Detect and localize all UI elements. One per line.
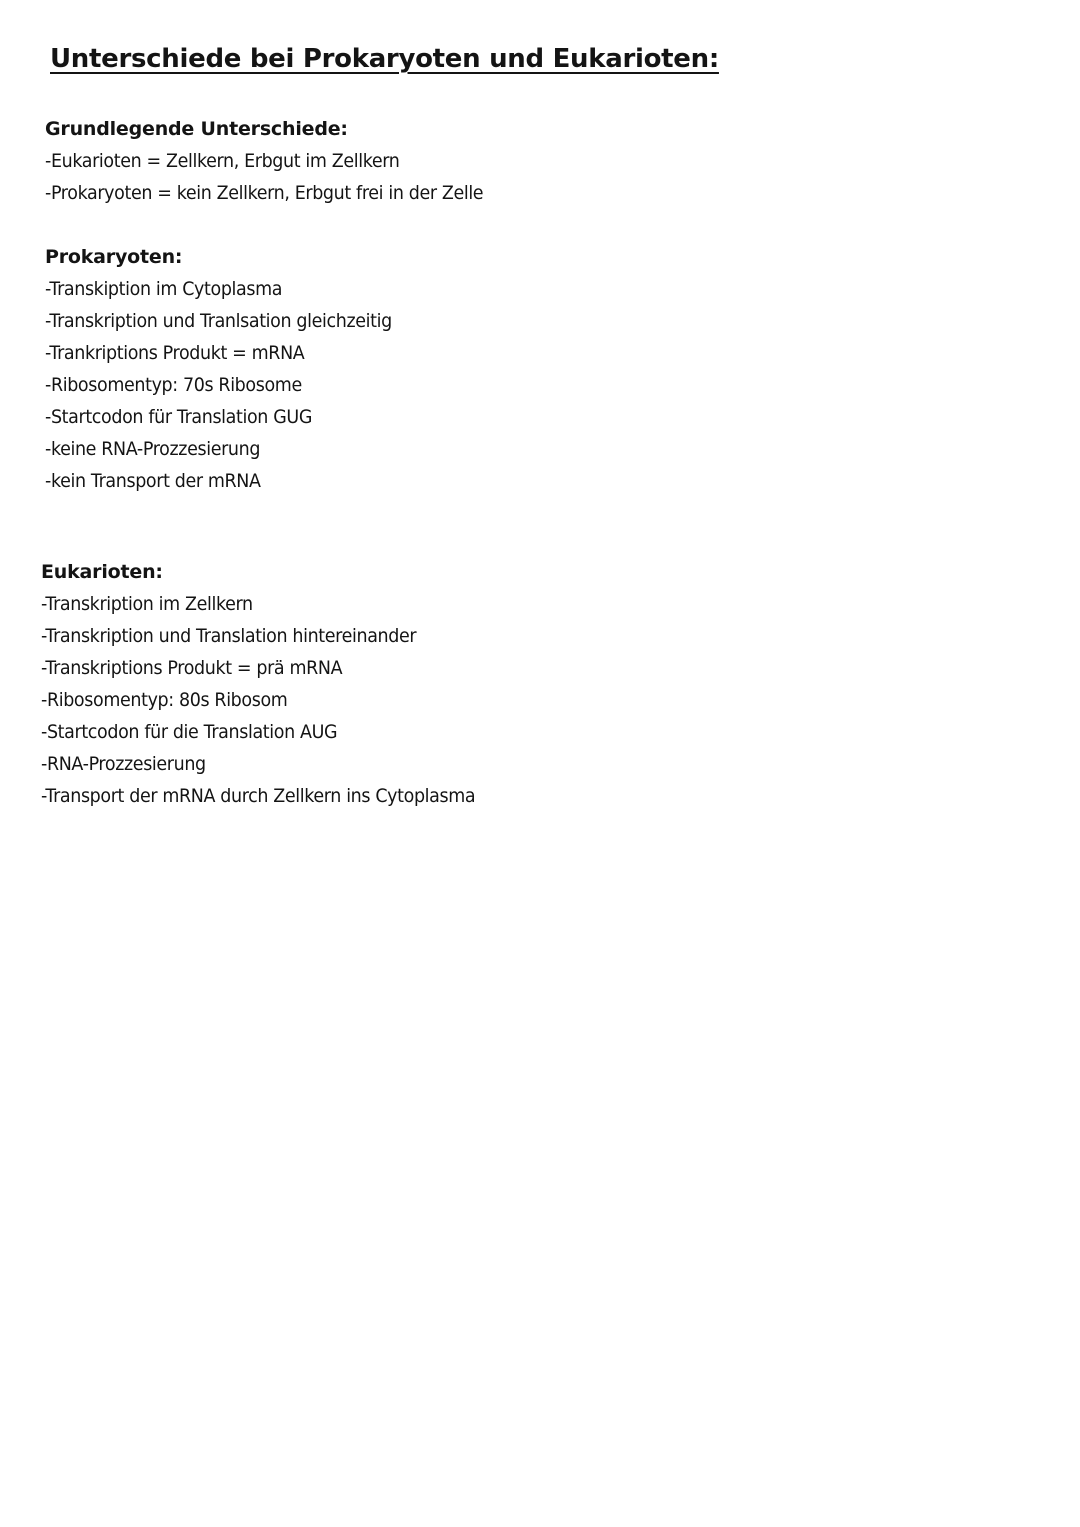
bullet-list [45, 273, 422, 497]
bullet-list [45, 145, 521, 209]
document-title: Unterschiede bei Prokaryoten und Eukarioten: [50, 44, 719, 74]
list-item: -Transkription und Tranlsation gleichzeitig [45, 310, 392, 332]
list-item: -Eukarioten = Zellkern, Erbgut im Zellkern [45, 150, 400, 172]
section-eukaryotes [41, 556, 513, 812]
list-item: -RNA-Prozzesierung [41, 753, 206, 775]
list-item: -Ribosomentyp: 80s Ribosom [41, 689, 288, 711]
section-heading: Grundlegende Unterschiede: [45, 118, 348, 140]
list-item: -Transkription im Zellkern [41, 593, 253, 615]
list-item: -Prokaryoten = kein Zellkern, Erbgut frei in der Zelle [45, 182, 484, 204]
list-item: -kein Transport der mRNA [45, 470, 261, 492]
list-item: -Trankriptions Produkt = mRNA [45, 342, 305, 364]
section-basic-differences [45, 113, 521, 209]
list-item: -Transkription und Translation hintereinander [41, 625, 417, 647]
section-heading: Prokaryoten: [45, 246, 183, 268]
list-item: -Transkiption im Cytoplasma [45, 278, 283, 300]
list-item: -keine RNA-Prozzesierung [45, 438, 261, 460]
section-prokaryotes [45, 241, 422, 497]
list-item: -Startcodon für Translation GUG [45, 406, 313, 428]
list-item: -Startcodon für die Translation AUG [41, 721, 338, 743]
bullet-list [41, 588, 513, 812]
section-heading: Eukarioten: [41, 561, 163, 583]
list-item: -Transport der mRNA durch Zellkern ins Cytoplasma [41, 785, 476, 807]
list-item: -Transkriptions Produkt = prä mRNA [41, 657, 343, 679]
list-item: -Ribosomentyp: 70s Ribosome [45, 374, 302, 396]
